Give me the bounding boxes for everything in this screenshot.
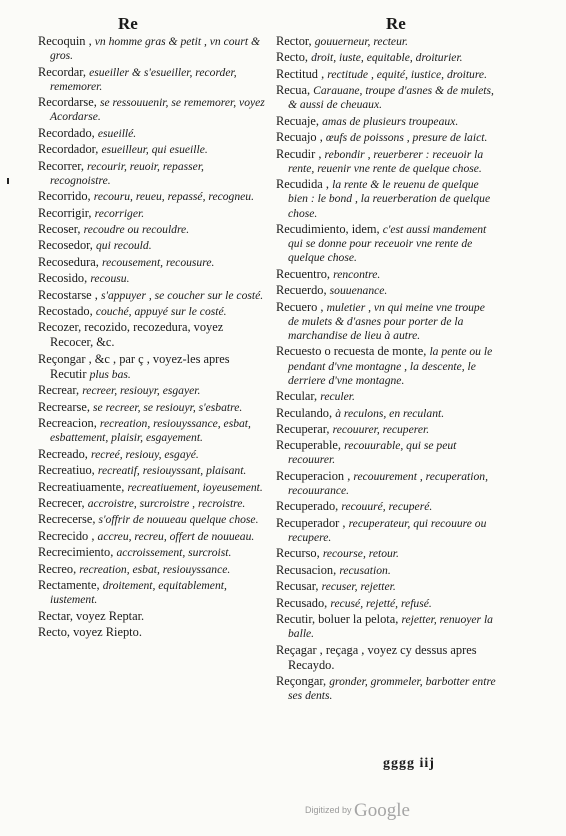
entry-headword: Rectamente, bbox=[38, 577, 103, 592]
dictionary-entry bbox=[38, 159, 266, 188]
entry-headword: Rectitud , bbox=[276, 66, 328, 81]
entry-headword: Recostarse , bbox=[38, 287, 101, 302]
entry-headword: Reçongar , &c , par ç , voyez-les apres Recutir bbox=[38, 351, 230, 382]
entry-headword: Recuentro, bbox=[276, 266, 334, 281]
entry-definition: rencontre. bbox=[333, 267, 381, 281]
watermark-prefix: Digitized by bbox=[305, 805, 352, 815]
dictionary-entry bbox=[38, 126, 266, 141]
entry-definition: recuperateur, qui recouure ou recupere. bbox=[288, 516, 487, 545]
entry-headword: Recordar, bbox=[38, 64, 90, 79]
entry-headword: Recto, bbox=[276, 50, 312, 65]
dictionary-entry bbox=[276, 222, 498, 266]
dictionary-entry bbox=[276, 674, 498, 703]
entry-definition: recreatiuement, ioyeusement. bbox=[127, 480, 263, 494]
entry-headword: Recrecerse, bbox=[38, 512, 99, 527]
dictionary-entry bbox=[276, 596, 498, 611]
dictionary-entry bbox=[276, 563, 498, 578]
entry-headword: Recoser, bbox=[38, 221, 84, 236]
entry-definition: muletier , vn qui meine vne troupe de mulets & d'asnes pour porter de la marchandise de lieu à autre. bbox=[288, 300, 485, 342]
ink-mark bbox=[7, 178, 9, 184]
entry-headword: Reçongar, bbox=[276, 674, 330, 689]
entry-headword: Recordador, bbox=[38, 142, 102, 157]
dictionary-entry bbox=[38, 206, 266, 221]
entry-definition: recourir, reuoir, repasser, recognoistre. bbox=[50, 159, 204, 187]
entry-definition: Carauane, troupe d'asnes & de mulets, & aussi de cheuaux. bbox=[288, 84, 494, 112]
entry-definition: recusation. bbox=[339, 563, 391, 577]
dictionary-entry bbox=[276, 499, 498, 514]
dictionary-entry bbox=[276, 34, 498, 49]
entry-headword: Recreatiuo, bbox=[38, 463, 98, 478]
dictionary-entry bbox=[276, 438, 498, 467]
entry-headword: Recorrido, bbox=[38, 189, 94, 204]
entry-definition: qui recould. bbox=[96, 239, 152, 253]
dictionary-entry bbox=[38, 578, 266, 607]
entry-headword: Recorrer, bbox=[38, 158, 88, 173]
entry-headword: Recuajo , bbox=[276, 130, 326, 145]
entry-definition: souuenance. bbox=[329, 284, 388, 298]
dictionary-entry bbox=[38, 529, 266, 544]
entry-headword: Recudida , bbox=[276, 177, 333, 192]
dictionary-entry bbox=[38, 65, 266, 94]
entry-definition: la pente ou le pendant d'vne montagne , la descente, le derriere d'vne montagne. bbox=[288, 345, 493, 387]
entry-definition: recreation, resiouyssance, esbat, esbattement, plaisir, esgayement. bbox=[50, 417, 251, 445]
entry-definition: plus bas. bbox=[89, 368, 131, 382]
entry-headword: Recrearse, bbox=[38, 399, 94, 414]
dictionary-entry bbox=[38, 562, 266, 577]
entry-definition: recuser, rejetter. bbox=[321, 580, 396, 594]
dictionary-entry bbox=[38, 447, 266, 462]
entry-headword: Recrear, bbox=[38, 383, 83, 398]
entry-definition: à reculons, en reculant. bbox=[335, 406, 445, 420]
entry-headword: Recuero , bbox=[276, 299, 327, 314]
dictionary-entry bbox=[276, 643, 498, 673]
entry-definition: rebondir , reuerberer : receuoir la rente, reuenir vne rente de quelque chose. bbox=[288, 147, 484, 175]
dictionary-entry bbox=[38, 142, 266, 157]
entry-headword: Recuaje, bbox=[276, 113, 323, 128]
entry-definition: se ressouuenir, se rememorer, voyez Acordarse. bbox=[50, 96, 265, 124]
entry-definition: vn homme gras & petit , vn court & gros. bbox=[50, 35, 260, 63]
entry-headword: Recudimiento, idem, bbox=[276, 221, 383, 236]
entry-headword: Recosedor, bbox=[38, 238, 96, 253]
dictionary-entry bbox=[276, 469, 498, 498]
signature-mark: gggg iij bbox=[383, 756, 435, 771]
running-head-right: Re bbox=[386, 14, 406, 33]
entry-headword: Recreacion, bbox=[38, 416, 100, 431]
dictionary-entry bbox=[38, 352, 266, 382]
dictionary-entry bbox=[38, 95, 266, 124]
dictionary-entry bbox=[38, 304, 266, 319]
entry-headword: Recusado, bbox=[276, 595, 331, 610]
entry-definition: recouurable, qui se peut recouurer. bbox=[288, 439, 457, 467]
right-column bbox=[276, 34, 498, 705]
dictionary-entry bbox=[38, 400, 266, 415]
dictionary-entry bbox=[38, 512, 266, 527]
entry-headword: Recrecido , bbox=[38, 528, 98, 543]
entry-definition: se recreer, se resiouyr, s'esbatre. bbox=[93, 400, 243, 414]
entry-headword: Recreatiuamente, bbox=[38, 479, 128, 494]
dictionary-entry bbox=[276, 344, 498, 388]
entry-headword: Recrecimiento, bbox=[38, 545, 117, 560]
dictionary-entry bbox=[276, 114, 498, 129]
dictionary-entry bbox=[38, 271, 266, 286]
entry-definition: recouru, reueu, repassé, recogneu. bbox=[93, 190, 254, 204]
entry-headword: Recusar, bbox=[276, 579, 322, 594]
dictionary-entry bbox=[276, 83, 498, 112]
entry-headword: Recoquin , bbox=[38, 34, 95, 48]
dictionary-entry bbox=[276, 300, 498, 344]
dictionary-entry bbox=[38, 545, 266, 560]
dictionary-entry bbox=[276, 579, 498, 594]
dictionary-entry bbox=[276, 406, 498, 421]
dictionary-entry bbox=[276, 612, 498, 641]
entry-definition: reculer. bbox=[320, 390, 355, 404]
dictionary-entry bbox=[38, 320, 266, 350]
dictionary-entry bbox=[38, 625, 266, 640]
dictionary-entry bbox=[276, 177, 498, 221]
entry-definition: rejetter, renuoyer la balle. bbox=[288, 613, 493, 641]
dictionary-entry bbox=[276, 67, 498, 82]
entry-headword: Recreado, bbox=[38, 446, 91, 461]
dictionary-entry bbox=[38, 416, 266, 445]
dictionary-entry bbox=[38, 480, 266, 495]
entry-definition: esueiller & s'esueiller, recorder, rememorer. bbox=[50, 65, 237, 93]
entry-definition: esueilleur, qui esueille. bbox=[101, 143, 208, 157]
entry-headword: Recua, bbox=[276, 83, 314, 98]
dictionary-entry bbox=[38, 189, 266, 204]
entry-headword: Recosedura, bbox=[38, 254, 102, 269]
dictionary-entry bbox=[276, 267, 498, 282]
entry-definition: s'appuyer , se coucher sur le costé. bbox=[100, 288, 264, 302]
entry-definition: s'offrir de nouueau quelque chose. bbox=[98, 513, 259, 527]
entry-headword: Rectar, voyez Reptar. bbox=[38, 608, 145, 623]
entry-headword: Recorrigir, bbox=[38, 205, 95, 220]
entry-definition: recusé, rejetté, refusé. bbox=[330, 596, 432, 610]
dictionary-entry bbox=[276, 50, 498, 65]
entry-definition: droit, iuste, equitable, droiturier. bbox=[311, 51, 463, 65]
entry-headword: Reculando, bbox=[276, 405, 336, 420]
entry-headword: Recurso, bbox=[276, 546, 323, 561]
dictionary-entry bbox=[276, 147, 498, 176]
entry-definition: œufs de poissons , presure de laict. bbox=[325, 131, 488, 145]
entry-definition: rectitude , equité, iustice, droiture. bbox=[327, 67, 487, 81]
dictionary-entry bbox=[276, 516, 498, 545]
dictionary-entry bbox=[276, 389, 498, 404]
entry-headword: Recudir , bbox=[276, 146, 325, 161]
entry-definition: recreé, resiouy, esgayé. bbox=[90, 447, 199, 461]
entry-headword: Rector, bbox=[276, 34, 315, 48]
dictionary-entry bbox=[276, 283, 498, 298]
entry-definition: accroissement, surcroist. bbox=[116, 546, 232, 560]
entry-definition: recousement, recousure. bbox=[102, 255, 215, 269]
dictionary-entry bbox=[38, 463, 266, 478]
running-head-left: Re bbox=[118, 14, 138, 33]
dictionary-entry bbox=[38, 609, 266, 624]
dictionary-entry bbox=[276, 546, 498, 561]
entry-definition: droitement, equitablement, iustement. bbox=[50, 578, 227, 607]
dictionary-entry bbox=[38, 288, 266, 303]
entry-headword: Recular, bbox=[276, 389, 321, 404]
entry-definition: c'est aussi mandement qui se donne pour receuoir vne rente de quelque chose. bbox=[288, 222, 487, 265]
entry-definition: recourse, retour. bbox=[322, 547, 399, 561]
entry-headword: Recto, voyez Riepto. bbox=[38, 624, 142, 639]
entry-definition: la rente & le reuenu de quelque bien : le bond , la reuerberation de quelque chose. bbox=[288, 178, 491, 220]
dictionary-entry bbox=[38, 383, 266, 398]
entry-definition: recouurement , recuperation, recouurance. bbox=[288, 469, 488, 498]
entry-definition: recouurer, recuperer. bbox=[332, 422, 430, 436]
dictionary-entry bbox=[38, 34, 266, 63]
entry-headword: Reçagar , reçaga , voyez cy dessus apres Recaydo. bbox=[276, 642, 477, 672]
entry-headword: Recuperacion , bbox=[276, 468, 354, 483]
entry-headword: Recuperar, bbox=[276, 421, 333, 436]
entry-definition: recreer, resiouyr, esgayer. bbox=[82, 384, 201, 398]
dictionary-entry bbox=[276, 130, 498, 145]
entry-definition: recoudre ou recouldre. bbox=[83, 222, 190, 236]
left-column bbox=[38, 34, 266, 641]
dictionary-entry bbox=[38, 496, 266, 511]
entry-definition: gouuerneur, recteur. bbox=[314, 35, 409, 48]
entry-definition: recorriger. bbox=[94, 206, 145, 220]
entry-definition: recouuré, recuperé. bbox=[341, 500, 433, 514]
entry-headword: Recrecer, bbox=[38, 496, 88, 511]
entry-headword: Recusacion, bbox=[276, 562, 340, 577]
entry-headword: Recuperado, bbox=[276, 499, 342, 514]
entry-headword: Recuperable, bbox=[276, 438, 345, 453]
entry-definition: recreatif, resiouyssant, plaisant. bbox=[97, 464, 247, 478]
entry-headword: Recostado, bbox=[38, 303, 96, 318]
entry-headword: Recreo, bbox=[38, 561, 80, 576]
entry-definition: recousu. bbox=[90, 272, 130, 286]
entry-headword: Recuesto o recuesta de monte, bbox=[276, 344, 430, 359]
entry-definition: accroistre, surcroistre , recroistre. bbox=[87, 497, 246, 511]
entry-headword: Recosido, bbox=[38, 271, 91, 286]
entry-definition: esueillé. bbox=[97, 126, 137, 140]
entry-headword: Recordado, bbox=[38, 125, 98, 140]
entry-definition: recreation, esbat, resiouyssance. bbox=[79, 562, 231, 576]
digitized-watermark bbox=[305, 800, 410, 822]
entry-headword: Recutir, boluer la pelota, bbox=[276, 612, 402, 627]
entry-definition: amas de plusieurs troupeaux. bbox=[322, 114, 459, 128]
dictionary-entry bbox=[38, 238, 266, 253]
entry-headword: Recozer, recozido, recozedura, voyez Recocer, &c. bbox=[38, 320, 224, 350]
entry-headword: Recordarse, bbox=[38, 95, 100, 110]
watermark-brand: Google bbox=[354, 800, 410, 821]
entry-headword: Recuerdo, bbox=[276, 283, 330, 298]
entry-definition: couché, appuyé sur le costé. bbox=[95, 304, 227, 318]
dictionary-entry bbox=[38, 255, 266, 270]
entry-definition: gronder, grommeler, barbotter entre ses dents. bbox=[288, 675, 496, 703]
entry-headword: Recuperador , bbox=[276, 515, 349, 530]
dictionary-entry bbox=[276, 422, 498, 437]
dictionary-entry bbox=[38, 222, 266, 237]
entry-definition: accreu, recreu, offert de nouueau. bbox=[97, 529, 255, 543]
